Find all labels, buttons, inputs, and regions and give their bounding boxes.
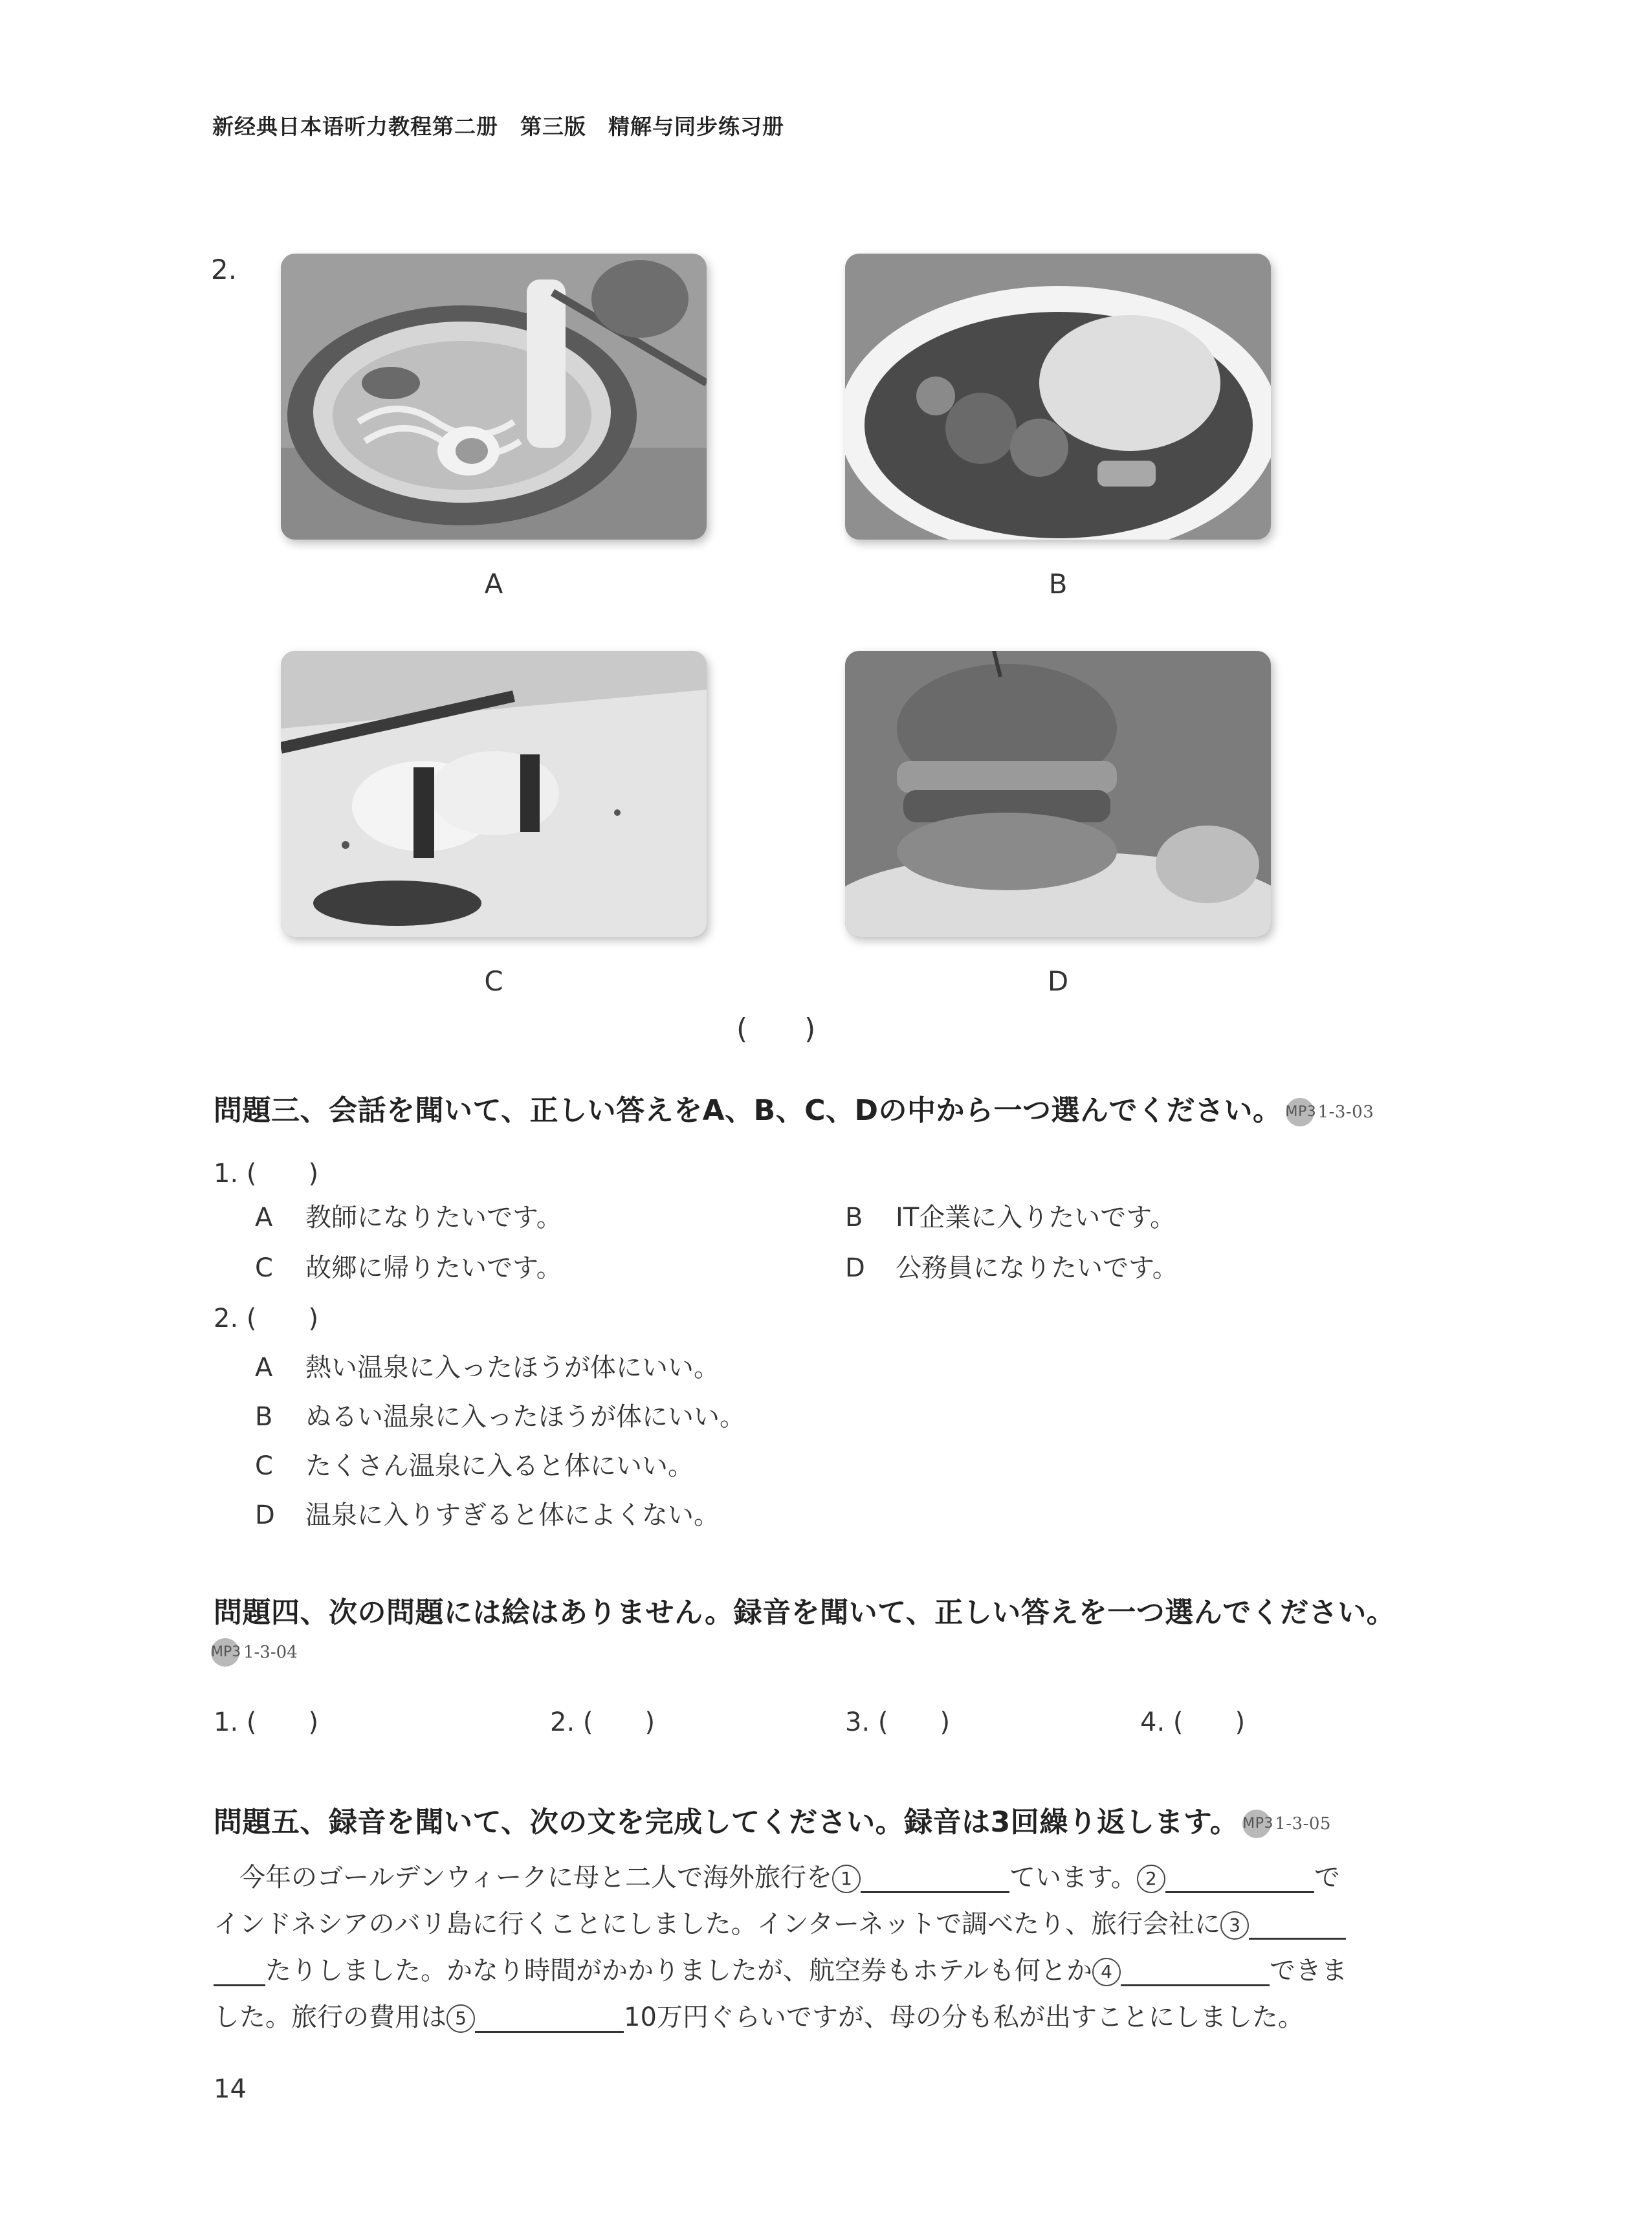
- fill-blank[interactable]: [861, 1865, 1009, 1893]
- blank-number: 3: [1220, 1911, 1249, 1940]
- q3-1-option-a: [255, 1197, 562, 1234]
- answer-blank[interactable]: ( ): [736, 1013, 816, 1046]
- audio-track[interactable]: [1242, 1810, 1331, 1838]
- q4-answer-3[interactable]: 3. ( ): [845, 1707, 951, 1737]
- fill-blank[interactable]: [1121, 1958, 1270, 1986]
- q3-1-option-b: [845, 1197, 1176, 1234]
- passage-text: 10万円ぐらいですが、母の分も私が出すことにしました。: [624, 2002, 1304, 2032]
- mp3-icon: MP3: [1286, 1098, 1314, 1126]
- q3-1-option-d: [845, 1247, 1178, 1284]
- udon-photo: [281, 254, 707, 540]
- passage-line-1: [214, 1854, 1430, 1901]
- option-letter: B: [255, 1402, 273, 1432]
- option-letter: C: [255, 1253, 273, 1283]
- hamburger-photo: [845, 651, 1271, 937]
- passage-text: たりしました。かなり時間がかかりましたが、航空券もホテルも何とか: [265, 1956, 1092, 1986]
- passage-text: インドネシアのバリ島に行くことにしました。インターネットで調べたり、旅行会社に: [214, 1909, 1220, 1939]
- passage-text: した。旅行の費用は: [214, 2002, 446, 2032]
- book-header: 新经典日本语听力教程第二册 第三版 精解与同步练习册: [212, 114, 784, 139]
- passage-text: で: [1314, 1863, 1340, 1892]
- option-text: 故郷に帰りたいです。: [305, 1253, 562, 1283]
- fill-blank[interactable]: [475, 2005, 624, 2033]
- q3-1-option-c: [255, 1247, 562, 1284]
- q5-heading: [214, 1799, 1331, 1840]
- blank-number: 1: [832, 1865, 861, 1893]
- q4-answer-4[interactable]: 4. ( ): [1140, 1707, 1246, 1737]
- option-letter: B: [845, 1203, 863, 1233]
- option-letter: A: [255, 1203, 273, 1233]
- photo-label-b: B: [1048, 568, 1068, 600]
- option-text: 公務員になりたいです。: [896, 1253, 1178, 1283]
- option-text: たくさん温泉に入ると体にいい。: [305, 1451, 694, 1481]
- mp3-icon: MP3: [1242, 1810, 1271, 1838]
- audio-track-code: 1-3-03: [1317, 1102, 1374, 1122]
- q3-2-option-d: [255, 1495, 720, 1531]
- option-letter: C: [255, 1451, 273, 1481]
- passage-text: ています。: [1009, 1863, 1137, 1892]
- audio-track-code: 1-3-04: [243, 1643, 298, 1662]
- page-number: 14: [214, 2074, 247, 2104]
- q3-heading-text: 問題三、会話を聞いて、正しい答えをA、B、C、Dの中から一つ選んでください。: [214, 1094, 1282, 1127]
- option-text: 温泉に入りすぎると体によくない。: [305, 1500, 720, 1530]
- option-text: IT企業に入りたいです。: [896, 1203, 1176, 1233]
- q4-heading: 問題四、次の問題には絵はありません。録音を聞いて、正しい答えを一つ選んでください。: [214, 1596, 1396, 1629]
- q3-heading: [214, 1087, 1374, 1128]
- photo-label-c: C: [484, 965, 503, 997]
- option-text: 熱い温泉に入ったほうが体にいい。: [305, 1353, 720, 1383]
- audio-track[interactable]: [1286, 1098, 1374, 1126]
- blank-number: 2: [1137, 1865, 1165, 1893]
- question-1-label[interactable]: 1. ( ): [214, 1159, 319, 1189]
- fill-blank[interactable]: [214, 1958, 265, 1986]
- passage-text: 今年のゴールデンウィークに母と二人で海外旅行を: [239, 1863, 832, 1892]
- q3-2-option-b: [255, 1396, 745, 1433]
- passage-line-2: [214, 1901, 1430, 1947]
- question-number: 2.: [211, 254, 237, 285]
- q3-2-option-c: [255, 1445, 694, 1482]
- q5-passage: [214, 1854, 1430, 2041]
- option-letter: A: [255, 1353, 273, 1383]
- curry-plate-photo: [845, 254, 1271, 540]
- passage-line-3: [214, 1947, 1430, 1994]
- passage-text: できま: [1270, 1956, 1347, 1986]
- audio-track[interactable]: [211, 1638, 298, 1667]
- fill-blank[interactable]: [1165, 1865, 1314, 1893]
- audio-track-code: 1-3-05: [1275, 1814, 1331, 1834]
- photo-label-d: D: [1047, 965, 1069, 997]
- question-2-label[interactable]: 2. ( ): [214, 1304, 319, 1333]
- option-text: 教師になりたいです。: [305, 1203, 562, 1233]
- q4-answer-2[interactable]: 2. ( ): [550, 1707, 655, 1737]
- photo-label-a: A: [484, 568, 503, 600]
- q3-2-option-a: [255, 1347, 720, 1384]
- option-letter: D: [255, 1500, 275, 1530]
- mp3-icon: MP3: [211, 1638, 239, 1667]
- blank-number: 4: [1092, 1958, 1121, 1986]
- blank-number: 5: [446, 2004, 475, 2033]
- q4-answer-1[interactable]: 1. ( ): [214, 1707, 319, 1737]
- option-letter: D: [845, 1253, 865, 1283]
- fill-blank[interactable]: [1249, 1912, 1346, 1940]
- sushi-photo: [281, 651, 707, 937]
- passage-line-4: [214, 1994, 1430, 2041]
- q5-heading-text: 問題五、録音を聞いて、次の文を完成してください。録音は3回繰り返します。: [214, 1806, 1239, 1839]
- option-text: ぬるい温泉に入ったほうが体にいい。: [305, 1402, 745, 1432]
